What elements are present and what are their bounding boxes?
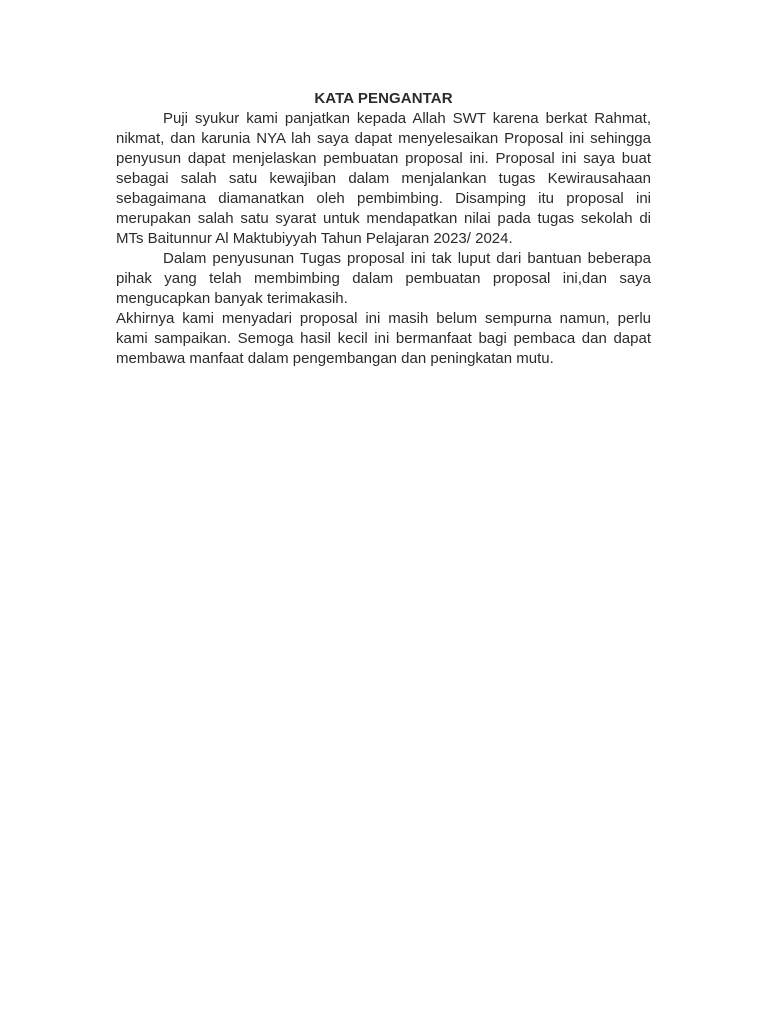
document-page xyxy=(116,89,651,369)
paragraph-closing: Akhirnya kami menyadari proposal ini masih belum sempurna namun, perlu kami sampaikan. Semoga hasil kecil ini bermanfaat bagi pembaca dan dapat membawa manfaat dalam pengembangan dan peningkatan mutu. xyxy=(116,310,651,367)
paragraph-acknowledgement: Dalam penyusunan Tugas proposal ini tak luput dari bantuan beberapa pihak yang telah membimbing dalam pembuatan proposal ini,dan saya mengucapkan banyak terimakasih. xyxy=(116,250,651,307)
document-title: KATA PENGANTAR xyxy=(314,90,453,107)
paragraph-opening: Puji syukur kami panjatkan kepada Allah SWT karena berkat Rahmat, nikmat, dan karunia NYA lah saya dapat menyelesaikan Proposal ini sehingga penyusun dapat menjelaskan pembuatan proposal ini. Proposal ini saya buat sebagai salah satu kewajiban dalam menjalankan tugas Kewirausahaan sebagaimana diamanatkan oleh pembimbing. Disamping itu proposal ini merupakan salah satu syarat untuk mendapatkan nilai pada tugas sekolah di MTs Baitunnur Al Maktubiyyah Tahun Pelajaran 2023/ 2024. xyxy=(116,110,651,247)
